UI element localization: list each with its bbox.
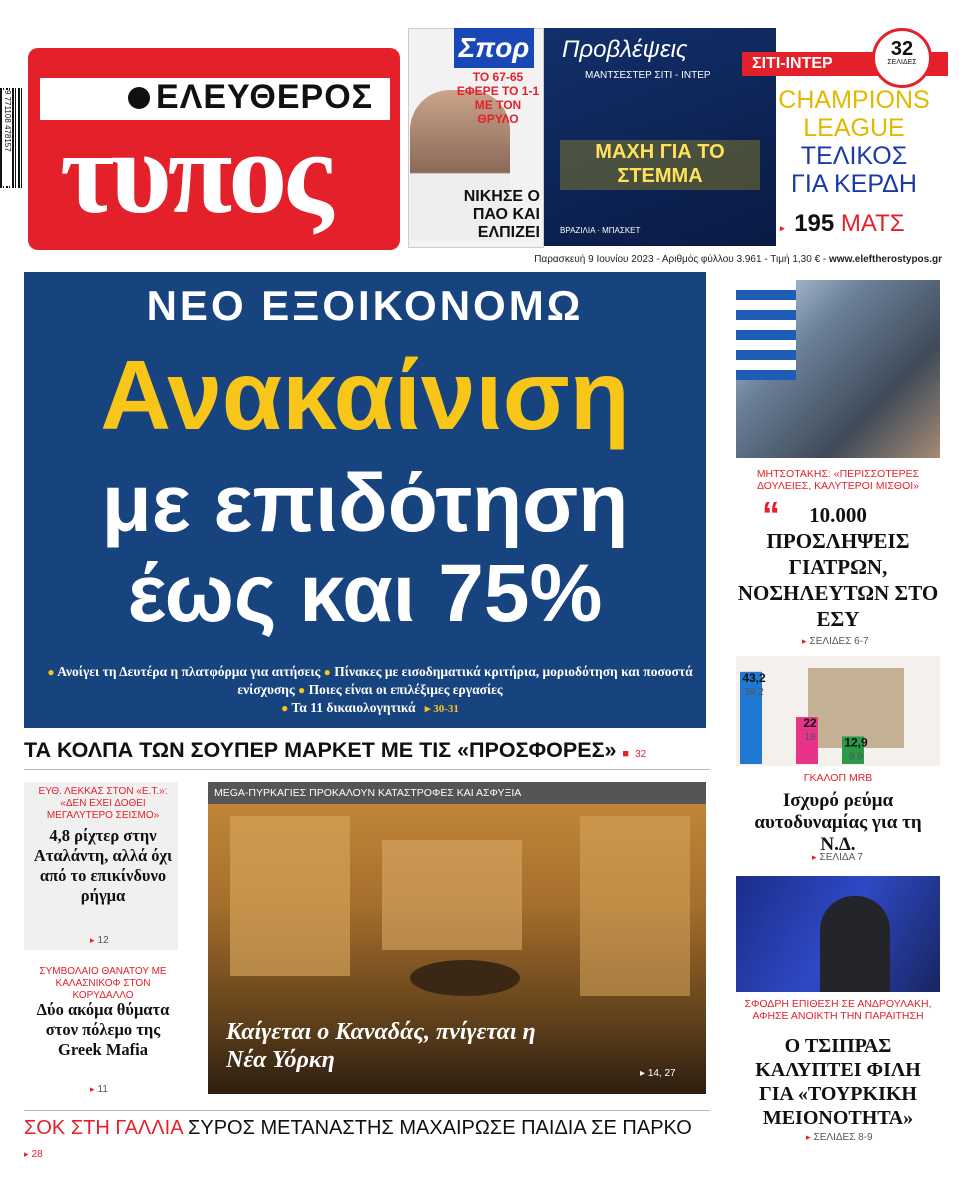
mitsotakis-kicker: ΜΗΤΣΟΤΑΚΗΣ: «ΠΕΡΙΣΣΟΤΕΡΕΣ ΔΟΥΛΕΙΕΣ, ΚΑΛΥΤΕΡΟΙ ΜΙΣΘΟΙ» xyxy=(756,468,920,492)
lead-bullet: Ποιες είναι οι επιλέξιμες εργασίες xyxy=(308,682,503,697)
arrow-icon: ▸ xyxy=(812,852,817,862)
arrow-icon: ▸ xyxy=(24,1149,29,1159)
tsipras-page xyxy=(806,1132,873,1143)
pages-badge xyxy=(872,28,932,88)
poll-value-label: 18 xyxy=(804,732,816,744)
mitsotakis-page xyxy=(802,636,869,647)
wildfire-page xyxy=(640,1068,676,1079)
poll-value-label: 22 xyxy=(803,716,817,731)
champions-strap: ΣΙΤΙ-ΙΝΤΕΡ xyxy=(742,52,948,76)
photo-window xyxy=(580,816,690,996)
mafia-page-number: 11 xyxy=(97,1084,108,1095)
france-headline-text: ΣΥΡΟΣ ΜΕΤΑΝΑΣΤΗΣ ΜΑΧΑΙΡΩΣΕ ΠΑΙΔΙΑ ΣΕ ΠΑΡΚΟ xyxy=(182,1117,692,1139)
champions-line4: ΓΙΑ ΚΕΡΔΗ xyxy=(791,170,917,198)
bullet-icon: ● xyxy=(47,665,55,679)
photo-window xyxy=(382,840,522,950)
lead-pages: ▸ 30-31 xyxy=(424,703,459,715)
lead-bullet: Πίνακες με εισοδηματικά κριτήρια, μοριοδότηση και ποσοστά ενίσχυσης xyxy=(237,664,693,697)
lead-bullet: Τα 11 δικαιολογητικά xyxy=(291,700,416,715)
tsipras-page-text: ΣΕΛΙΔΕΣ 8-9 xyxy=(813,1132,873,1143)
mafia-title[interactable]: Δύο ακόμα θύματα στον πόλεμο της Greek Mafia xyxy=(36,1000,170,1059)
poll-value-label: 9,9 xyxy=(849,751,863,763)
logo-dot-icon xyxy=(128,87,150,109)
arrow-icon: ▸ xyxy=(780,223,785,233)
poll-value-label: 39,2 xyxy=(744,686,764,698)
earthquake-page-number: 12 xyxy=(97,935,109,946)
arrow-icon: ▸ xyxy=(806,1132,811,1142)
lead-subtitle-2: έως και 75% xyxy=(127,548,603,639)
arrow-icon: ▸ xyxy=(90,935,95,945)
provlepseis-title: Προβλέψεις xyxy=(562,36,688,63)
champions-line2: LEAGUE xyxy=(803,114,905,142)
poll-bar xyxy=(740,672,762,764)
barcode-number: 9 771108 478157 xyxy=(2,90,12,186)
mats-number: 195 xyxy=(794,210,835,237)
poll-value-label: 12,9 xyxy=(844,735,868,750)
earthquake-page xyxy=(90,935,109,946)
poll-chart xyxy=(736,656,940,766)
square-icon: ■ xyxy=(622,748,630,760)
bullet-icon: ● xyxy=(298,683,306,697)
spor-headline: ΤΟ 67-65 ΕΦΕΡΕ ΤΟ 1-1 ΜΕ ΤΟΝ ΘΡΥΛΟ xyxy=(456,70,540,126)
greek-flag xyxy=(736,280,796,380)
mats-count xyxy=(780,210,940,238)
provlepseis-bottom: ΒΡΑΖΙΛΙΑ · ΜΠΑΣΚΕΤ xyxy=(560,226,641,235)
champions-text[interactable] xyxy=(764,86,944,198)
dateline xyxy=(412,254,942,265)
photo-table xyxy=(410,960,520,996)
mitsotakis-title[interactable]: 10.000 ΠΡΟΣΛΗΨΕΙΣ ΓΙΑΤΡΩΝ, ΝΟΣΗΛΕΥΤΩΝ ΣΤΟ ΕΣΥ xyxy=(737,503,939,631)
france-page: 28 xyxy=(31,1149,43,1160)
bullet-icon: ● xyxy=(323,665,331,679)
mafia-kicker: ΣΥΜΒΟΛΑΙΟ ΘΑΝΑΤΟΥ ΜΕ ΚΑΛΑΣΝΙΚΟΦ ΣΤΟΝ ΚΟΡΥΔΑΛΛΟ xyxy=(39,966,167,1001)
mafia-page xyxy=(90,1084,108,1095)
arrow-icon: ▸ xyxy=(640,1068,648,1079)
tsipras-kicker: ΣΦΟΔΡΗ ΕΠΙΘΕΣΗ ΣΕ ΑΝΔΡΟΥΛΑΚΗ, ΑΦΗΣΕ ΑΝΟΙΚΤΗ ΤΗΝ ΠΑΡΑΙΤΗΣΗ xyxy=(744,998,932,1022)
mats-label: ΜΑΤΣ xyxy=(840,210,905,237)
provlepseis-main: ΜΑΧΗ ΓΙΑ ΤΟ ΣΤΕΜΜΑ xyxy=(560,140,760,190)
poll-value-label: 43,2 xyxy=(742,670,766,685)
lead-pages-number: 30-31 xyxy=(433,703,459,715)
logo-small-text: ΕΛΕΥΘΕΡΟΣ xyxy=(156,78,374,116)
lead-subtitle-1: με επιδότηση xyxy=(101,458,629,549)
mitsotakis-page-text: ΣΕΛΙΔΕΣ 6-7 xyxy=(809,636,869,647)
tsipras-figure xyxy=(820,896,890,992)
supermarket-page: 32 xyxy=(635,749,647,760)
champions-line1: CHAMPIONS xyxy=(778,86,930,114)
wildfire-caption: Καίγεται ο Καναδάς, πνίγεται η Νέα Υόρκη xyxy=(226,1019,536,1073)
wildfire-pages: 14, 27 xyxy=(647,1068,676,1079)
lead-kicker: ΝΕΟ ΕΞΟΙΚΟΝΟΜΩ xyxy=(146,282,584,329)
champions-line3: ΤΕΛΙΚΟΣ xyxy=(800,142,908,170)
pages-label: ΣΕΛΙΔΕΣ xyxy=(887,59,917,66)
wildfire-kicker: MEGA-ΠΥΡΚΑΓΙΕΣ ΠΡΟΚΑΛΟΥΝ ΚΑΤΑΣΤΡΟΦΕΣ ΚΑΙ ΑΣΦΥΞΙΑ xyxy=(208,782,706,804)
poll-title[interactable]: Ισχυρό ρεύμα αυτοδυναμίας για τη Ν.Δ. xyxy=(754,790,922,855)
spor-title: Σπορ xyxy=(454,28,534,68)
bullet-icon: ● xyxy=(281,701,289,715)
tsipras-title[interactable]: Ο ΤΣΙΠΡΑΣ ΚΑΛΥΠΤΕΙ ΦΙΛΗ ΓΙΑ «ΤΟΥΡΚΙΚΗ ΜΕΙΟΝΟΤΗΤΑ» xyxy=(755,1035,921,1129)
spor-caption: ΝΙΚΗΣΕ Ο ΠΑΟ ΚΑΙ ΕΛΠΙΖΕΙ xyxy=(463,188,540,241)
poll-kicker: ΓΚΑΛΟΠ MRB xyxy=(803,772,873,784)
pages-number: 32 xyxy=(890,38,914,60)
earthquake-kicker: ΕΥΘ. ΛΕΚΚΑΣ ΣΤΟΝ «Ε.Τ.»: «ΔΕΝ ΕΧΕΙ ΔΟΘΕΙ ΜΕΓΑΛΥΤΕΡΟ ΣΕΙΣΜΟ» xyxy=(38,786,168,821)
france-headline-red: ΣΟΚ ΣΤΗ ΓΑΛΛΙΑ xyxy=(24,1117,183,1139)
quote-icon: “ xyxy=(762,494,780,535)
provlepseis-subtitle: ΜΑΝΤΣΕΣΤΕΡ ΣΙΤΙ - ΙΝΤΕΡ xyxy=(585,70,711,81)
logo-big-text: τυπος xyxy=(60,107,330,238)
lead-title: Ανακαίνιση xyxy=(100,340,630,450)
poll-page xyxy=(812,852,863,863)
lead-bullet: Ανοίγει τη Δευτέρα η πλατφόρμα για αιτήσεις xyxy=(57,664,321,679)
france-headline[interactable] xyxy=(24,1110,710,1163)
arrow-icon: ▸ xyxy=(90,1084,95,1094)
website-link[interactable]: www.eleftherostypos.gr xyxy=(829,254,942,265)
supermarket-headline[interactable] xyxy=(24,738,710,770)
earthquake-title: 4,8 ρίχτερ στην Αταλάντη, αλλά όχι από το επικίνδυνο ρήγμα xyxy=(33,826,173,905)
supermarket-headline-text: ΤΑ ΚΟΛΠΑ ΤΩΝ ΣΟΥΠΕΡ ΜΑΡΚΕΤ ΜΕ ΤΙΣ «ΠΡΟΣΦΟΡΕΣ» xyxy=(24,738,617,762)
photo-window xyxy=(230,816,350,976)
arrow-icon: ▸ xyxy=(802,636,807,646)
date-info: Παρασκευή 9 Ιουνίου 2023 - Αριθμός φύλλου 3.961 - Τιμή 1,30 € - xyxy=(534,254,830,265)
lead-bullets xyxy=(40,663,700,718)
poll-page-text: ΣΕΛΙΔΑ 7 xyxy=(819,852,863,863)
